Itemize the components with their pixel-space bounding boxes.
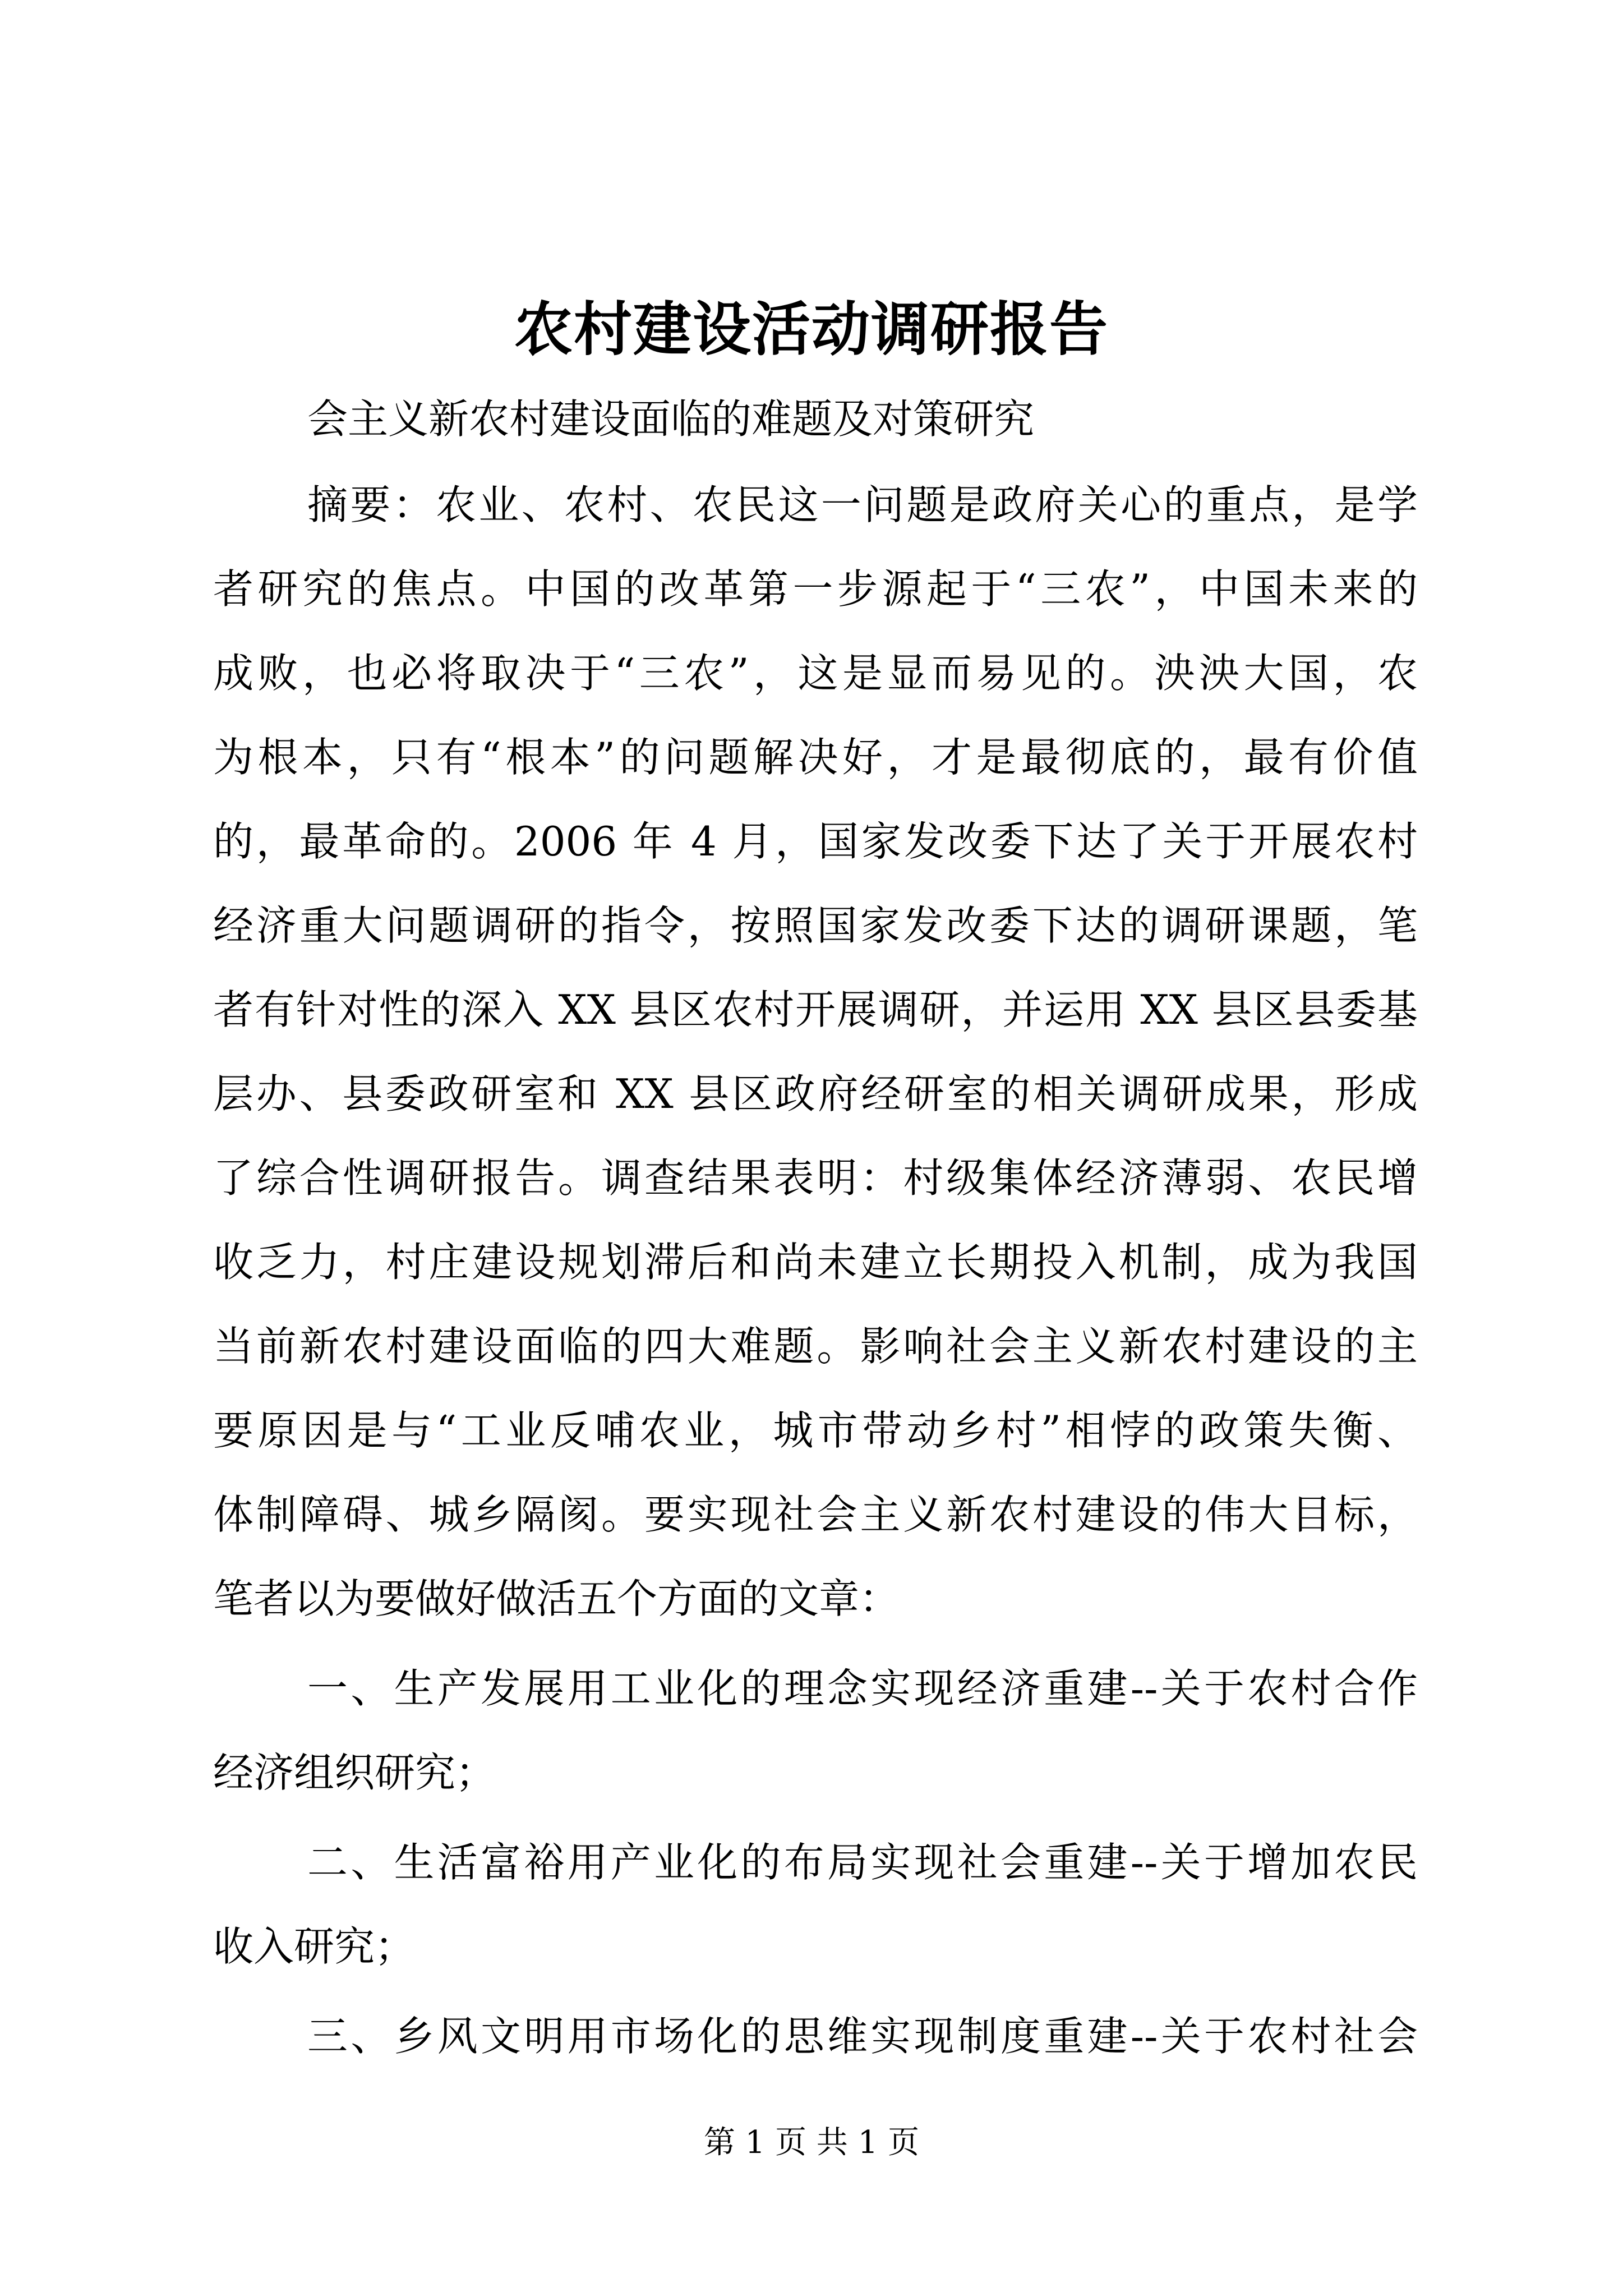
abstract-line-8: 层办、县委政研室和 XX 县区政府经研室的相关调研成果，形成	[213, 1070, 1418, 1117]
item-2-line-1: 二、生活富裕用产业化的布局实现社会重建--关于增加农民	[307, 1839, 1418, 1886]
item-1-line-2: 经济组织研究；	[213, 1749, 496, 1796]
page-footer: 第 1 页 共 1 页	[703, 2124, 920, 2161]
abstract-line-1: 摘要：农业、农村、农民这一问题是政府关心的重点，是学	[307, 481, 1418, 528]
abstract-line-7: 者有针对性的深入 XX 县区农村开展调研，并运用 XX 县区县委基	[213, 986, 1418, 1033]
item-2-line-2: 收入研究；	[213, 1923, 416, 1970]
abstract-line-3: 成败，也必将取决于“三农”，这是显而易见的。泱泱大国，农	[213, 650, 1418, 697]
abstract-line-10: 收乏力，村庄建设规划滞后和尚未建立长期投入机制，成为我国	[213, 1239, 1418, 1286]
document-title: 农村建设活动调研报告	[514, 295, 1109, 364]
item-1-line-1: 一、生产发展用工业化的理念实现经济重建--关于农村合作	[307, 1665, 1418, 1712]
item-3-line-1: 三、乡风文明用市场化的思维实现制度重建--关于农村社会	[307, 2013, 1418, 2060]
abstract-line-12: 要原因是与“工业反哺农业，城市带动乡村”相悖的政策失衡、	[213, 1407, 1418, 1454]
abstract-line-13: 体制障碍、城乡隔阂。要实现社会主义新农村建设的伟大目标，	[213, 1491, 1418, 1538]
abstract-line-5: 的，最革命的。2006 年 4 月，国家发改委下达了关于开展农村	[213, 818, 1418, 865]
abstract-line-11: 当前新农村建设面临的四大难题。影响社会主义新农村建设的主	[213, 1323, 1418, 1370]
abstract-line-4: 为根本，只有“根本”的问题解决好，才是最彻底的，最有价值	[213, 734, 1418, 781]
abstract-line-6: 经济重大问题调研的指令，按照国家发改委下达的调研课题，笔	[213, 902, 1418, 949]
subtitle-line: 会主义新农村建设面临的难题及对策研究	[307, 395, 1035, 443]
abstract-line-2: 者研究的焦点。中国的改革第一步源起于“三农”，中国未来的	[213, 565, 1418, 613]
abstract-line-9: 了综合性调研报告。调查结果表明：村级集体经济薄弱、农民增	[213, 1154, 1418, 1202]
abstract-line-14: 笔者以为要做好做活五个方面的文章：	[213, 1575, 900, 1622]
